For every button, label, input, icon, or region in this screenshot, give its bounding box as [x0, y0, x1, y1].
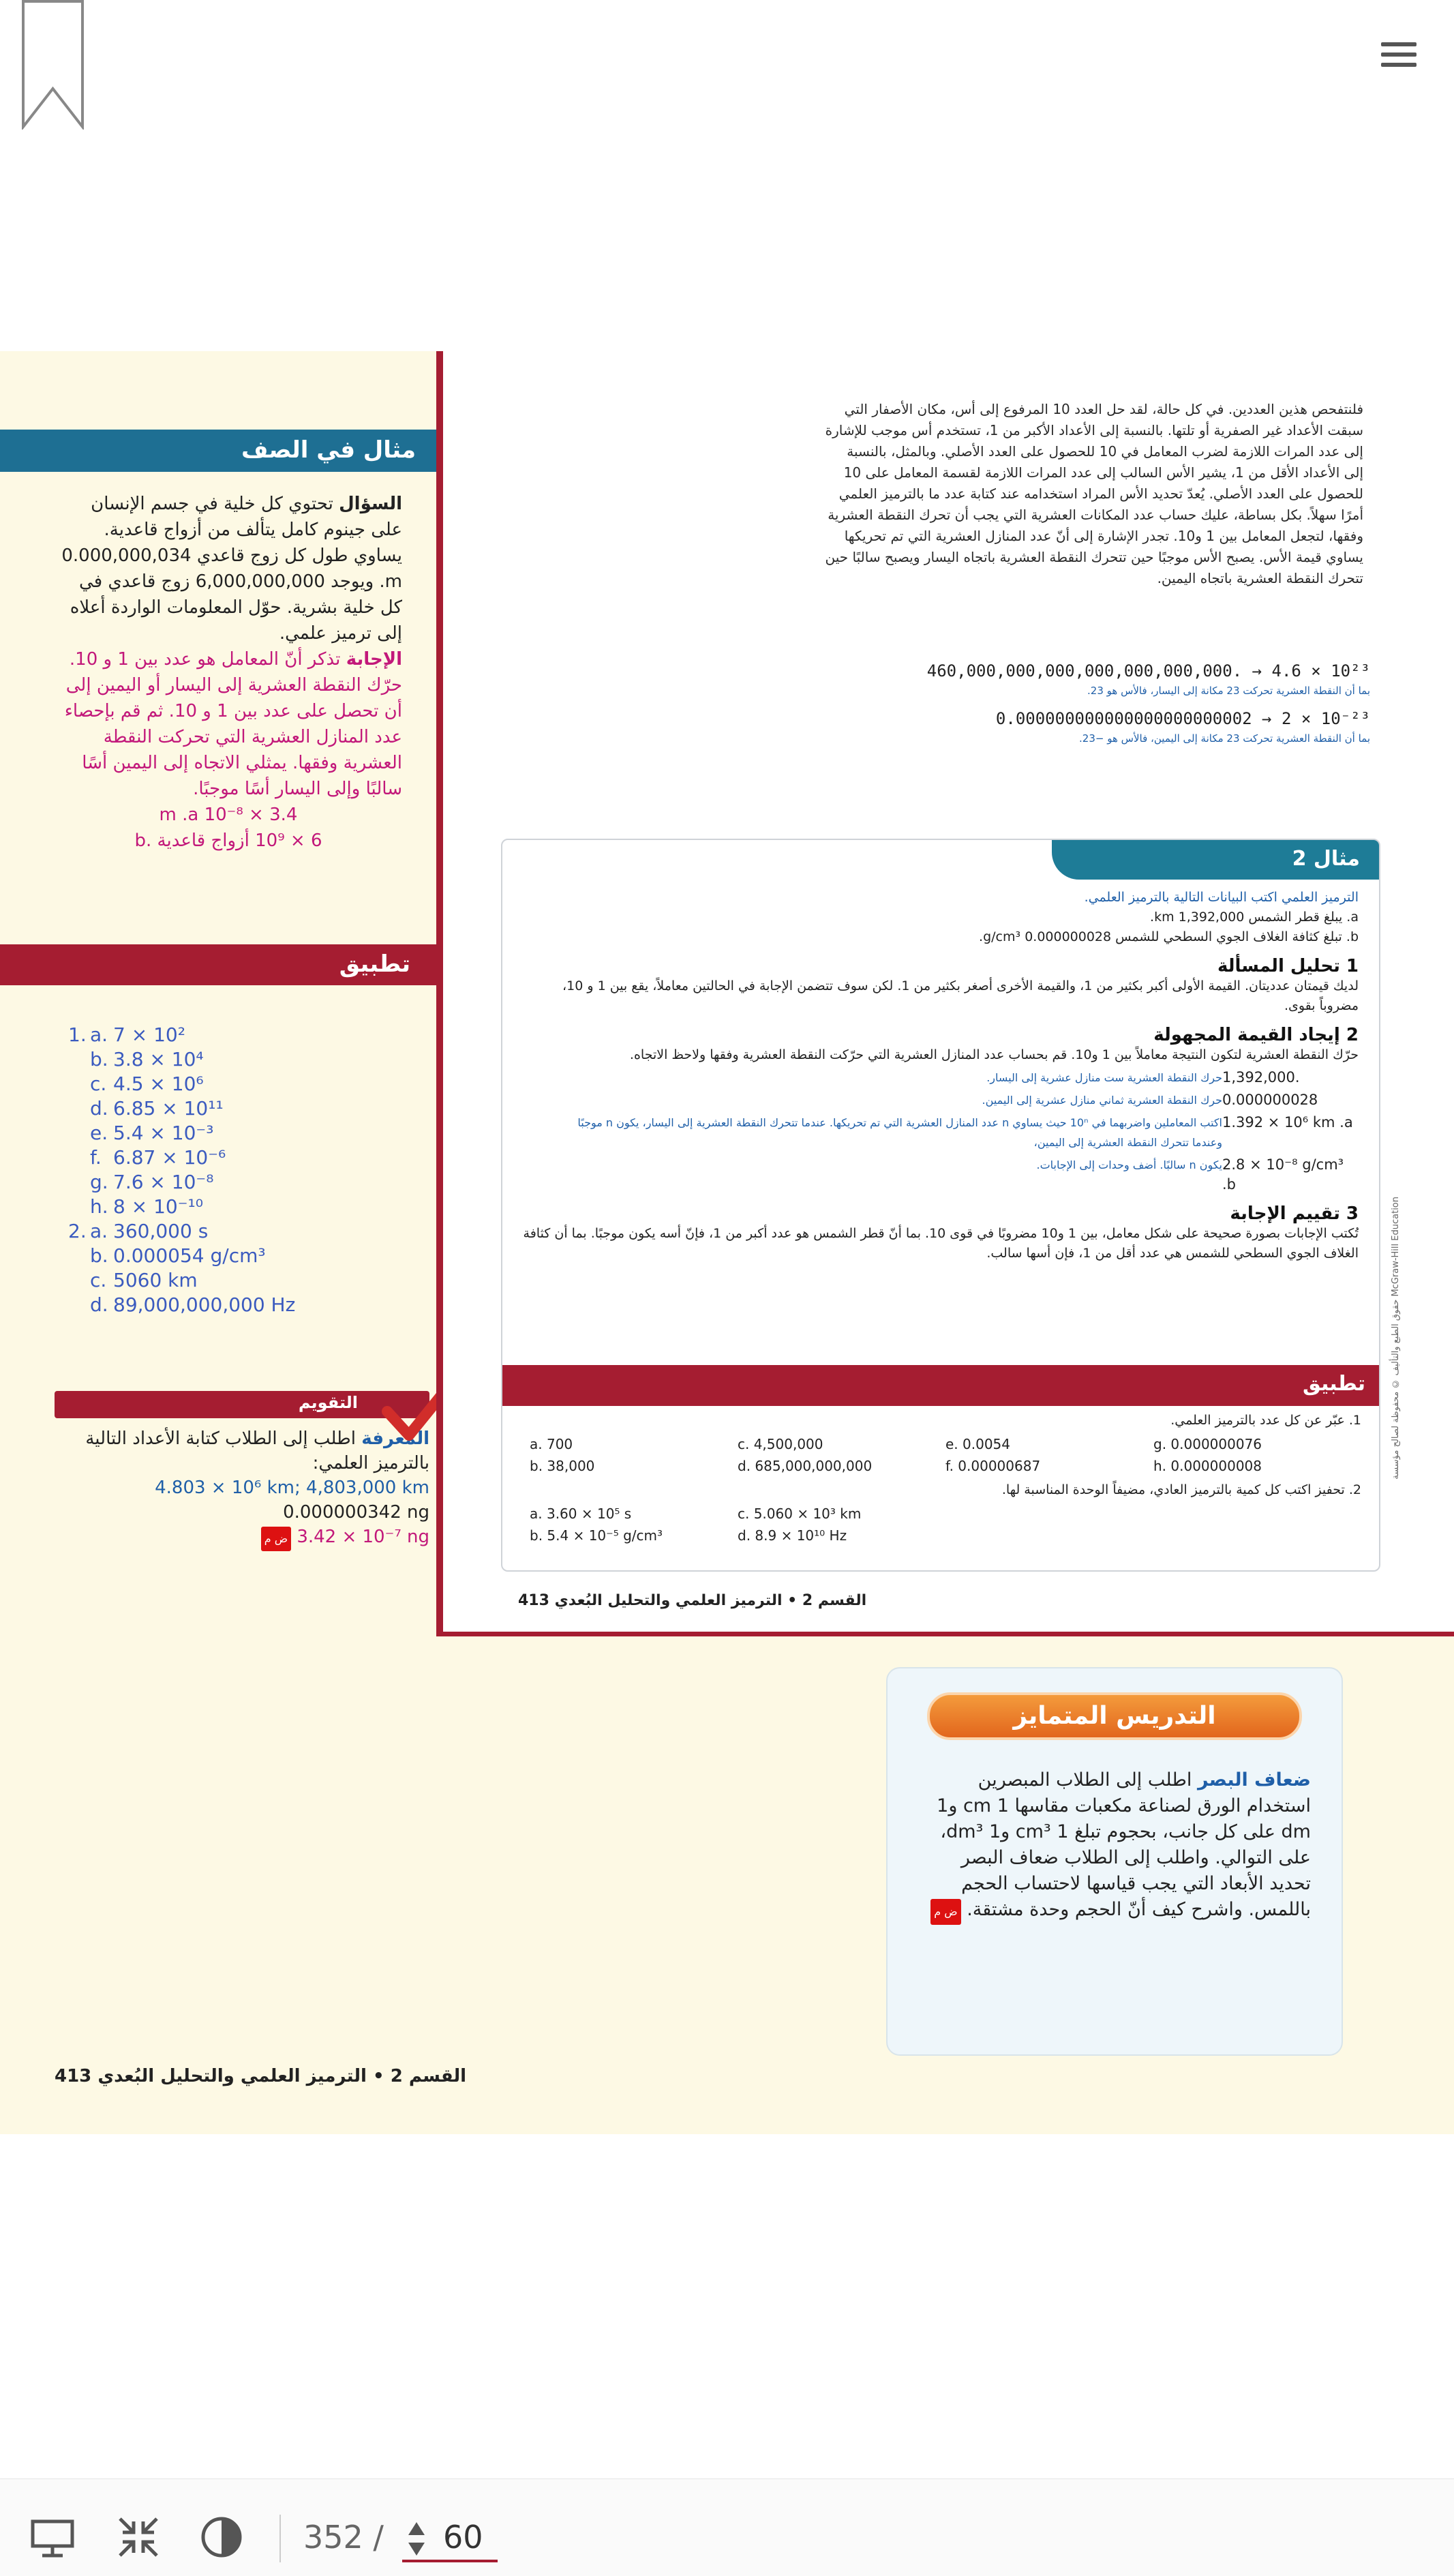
sci-note-1: بما أن النقطة العشرية تحركت 23 مكانة إلى اليسار، فالأس هو 23. [1087, 685, 1370, 697]
practice-bar: تطبيق [502, 1365, 1379, 1406]
practice-item: f. 0.00000687 [945, 1458, 1041, 1474]
answer-number [68, 1096, 90, 1121]
answer-row [68, 1096, 341, 1121]
calc-row [520, 1113, 1359, 1152]
practice-item: b. 5.4 × 10⁻⁵ g/cm³ [530, 1527, 663, 1544]
answer-number [68, 1244, 90, 1268]
practice-item: a. 700 [530, 1436, 573, 1452]
differentiated-text [918, 1767, 1311, 1925]
answer-value: 7.6 × 10⁻⁸ [113, 1171, 214, 1193]
example-2-tab: مثال 2 [1052, 840, 1379, 880]
book-page [0, 351, 1454, 2134]
answer-value: 7 × 10² [113, 1023, 185, 1046]
differentiated-title: التدريس المتمايز [927, 1692, 1302, 1740]
differentiated-body: اطلب إلى الطلاب المبصرين استخدام الورق لصناعة مكعبات مقاسها 1 cm و1 dm على كل جانب، بحجوم تبلغ 1 cm³ و1 dm³، على التوالي. واطلب إلى الطلاب ضعاف البصر تحديد الأبعاد التي يجب قياسها لاحتساب الحجم باللمس. واشرح كيف أنّ الحجم وحدة مشتقة. [937, 1769, 1311, 1920]
practice-item [945, 1503, 1153, 1525]
answer-number: 2. [68, 1220, 87, 1242]
answer-row [68, 1121, 341, 1145]
assessment-label: المعرفة [361, 1428, 429, 1449]
toolbar-separator [279, 2515, 281, 2562]
practice-item [1153, 1525, 1361, 1546]
calculation-steps [520, 1068, 1359, 1195]
answer-letter: a. [90, 1220, 108, 1242]
calc-value: 0.000000028 [1222, 1092, 1318, 1108]
step-2-heading: 2 إيجاد القيمة المجهولة [1153, 1025, 1359, 1045]
bookmark-icon[interactable] [20, 0, 85, 130]
answer-letter: h. [90, 1195, 108, 1218]
answer-value: 3.8 × 10⁴ [113, 1048, 204, 1070]
step-1-heading: 1 تحليل المسألة [1217, 956, 1359, 976]
answer-number [68, 1293, 90, 1317]
calc-note: اكتب المعاملين واضربهما في 10ⁿ حيث يساوي n عدد المنازل العشرية التي تم تحريكها. عندما تتحرك النقطة العشرية إلى اليسار، يكون n موجبًا وعندما تتحرك النقطة العشرية إلى اليمين، [577, 1116, 1222, 1149]
answer-value: 8 × 10⁻¹⁰ [113, 1195, 203, 1218]
differentiated-teaching-box [886, 1667, 1343, 2056]
practice-item: d. 685,000,000,000 [738, 1458, 873, 1474]
practice-body [530, 1413, 1361, 1552]
answer-letter: d. [90, 1097, 108, 1120]
assessment-line-1: 4.803 × 10⁶ km; 4,803,000 km [155, 1478, 429, 1498]
practice-item: h. 0.000000008 [1153, 1458, 1262, 1474]
practice-q1-grid [530, 1433, 1361, 1477]
assessment-text [55, 1426, 429, 1551]
practice-q2: 2. تحفيز اكتب كل كمية بالترميز العادي، مضيفاً الوحدة المناسبة لها. [1001, 1482, 1361, 1497]
apply-title: تطبيق [0, 944, 436, 985]
menu-icon[interactable] [1381, 42, 1417, 70]
practice-item: e. 0.0054 [945, 1436, 1010, 1452]
differentiated-label: ضعاف البصر [1197, 1769, 1311, 1791]
answer-letter: f. [90, 1146, 102, 1169]
question-label: السؤال [339, 494, 402, 514]
practice-item [945, 1525, 1153, 1546]
practice-q2-grid [530, 1503, 1361, 1546]
page-number-input[interactable] [402, 2515, 498, 2562]
answer-letter: a. [90, 1023, 108, 1046]
calc-row [520, 1090, 1359, 1110]
answer-number [68, 1047, 90, 1072]
answer-value: 6.87 × 10⁻⁶ [113, 1146, 226, 1169]
answer-value: 5.4 × 10⁻³ [113, 1122, 214, 1144]
scientific-notation-examples [838, 661, 1370, 757]
answer-row [68, 1244, 341, 1268]
answer-letter: b. [90, 1048, 108, 1070]
step-2-text: حرّك النقطة العشرية لتكون النتيجة معاملاً بين 1 و10. قم بحساب عدد المنازل العشرية التي حرّكت النقطة العشرية وفقها ولاحظ الاتجاه. [629, 1047, 1359, 1062]
practice-item: b. 38,000 [530, 1458, 595, 1474]
calc-value: 1.392 × 10⁶ km .a [1222, 1114, 1353, 1130]
assessment-title: التقويم [55, 1391, 429, 1418]
calc-row [520, 1068, 1359, 1088]
sci-example-1: 460,000,000,000,000,000,000,000. → 4.6 × 10²³ [926, 661, 1370, 680]
assessment-box [55, 1391, 429, 1551]
calc-note: حرك النقطة العشرية ست منازل عشرية إلى اليسار. [986, 1071, 1222, 1084]
answer-letter: c. [90, 1073, 107, 1095]
calc-value: 2.8 × 10⁻⁸ g/cm³ .b [1222, 1156, 1344, 1193]
side-credit: حقوق الطبع والتأليف © محفوظة لصالح مؤسسة McGraw-Hill Education [1391, 1197, 1401, 1480]
answer-text: تذكر أنّ المعامل هو عدد بين 1 و 10. حرّك النقطة العشرية إلى اليسار أو اليمين إلى أن تحصل على عدد بين 1 و 10. ثم قم بإحصاء عدد المنازل العشرية التي تحركت النقطة العشرية وفقها. يمثلي الاتجاه إلى اليمين أسًا سالبًا وإلى اليسار أسًا موجبًا. [64, 649, 402, 799]
practice-item: g. 0.000000076 [1153, 1436, 1262, 1452]
answer-value: 89,000,000,000 Hz [113, 1293, 296, 1316]
answer-row [68, 1047, 341, 1072]
intro-paragraph: فلنتفحص هذين العددين. في كل حالة، لقد حل العدد 10 المرفوع إلى أس، مكان الأصفار التي سبقت الأعداد غير الصفرية أو تلتها. بالنسبة إلى الأعداد الأكبر من 1، تستخدم أس موجب للإشارة إلى عدد المرات اللازمة لضرب المعامل في 10 للحصول على العدد الأصلي. وبالمثل، بالنسبة إلى الأعداد الأقل من 1، يشير الأس السالب إلى عدد المرات اللازمة لقسمة المعامل على 10 للحصول على العدد الأصلي. يُعدّ تحديد الأس المراد استخدامه عند كتابة عدد ما بالترميز العلمي أمرًا سهلاً. بكل بساطة، عليك حساب عدد المكانات العشرية التي يجب أن تحرك النقطة العشرية وفقها، لتجعل المعامل بين 1 و10. تجدر الإشارة إلى أنّ عدد المنازل العشرية التي تم تحريكها يساوي قيمة الأس. يصبح الأس موجبًا حين تتحرك النقطة العشرية باتجاه اليسار ويصبح سالبًا حين تتحرك النقطة العشرية باتجاه اليمين. [825, 401, 1363, 586]
present-icon[interactable] [29, 2513, 76, 2561]
answer-row [68, 1293, 341, 1317]
answer-number [68, 1121, 90, 1145]
answer-b: 6 × 10⁹ أزواج قاعدية .b [134, 830, 322, 851]
answer-number [68, 1170, 90, 1195]
practice-q1: 1. عبّر عن كل عدد بالترميز العلمي. [1170, 1413, 1361, 1428]
differentiated-tag: ض م [930, 1899, 960, 1925]
answer-letter: c. [90, 1269, 107, 1291]
contrast-icon[interactable] [198, 2513, 245, 2561]
answer-letter: e. [90, 1122, 108, 1144]
practice-item: c. 4,500,000 [738, 1436, 823, 1452]
viewer-toolbar [0, 2478, 1454, 2576]
assessment-line-3: 3.42 × 10⁻⁷ ng [297, 1527, 429, 1547]
calc-note: يكون n سالبًا. أضف وحدات إلى الإجابات. [1036, 1158, 1222, 1171]
answer-label: الإجابة [346, 649, 402, 670]
answer-row [68, 1268, 341, 1293]
sci-example-2: 0.000000000000000000000002 → 2 × 10⁻²³ [995, 709, 1370, 728]
answer-value: 360,000 s [113, 1220, 209, 1242]
answer-letter: d. [90, 1293, 108, 1316]
class-example-title: مثال في الصف [0, 430, 436, 472]
answer-number [68, 1072, 90, 1096]
practice-item: a. 3.60 × 10⁵ s [530, 1506, 632, 1522]
question-text: تحتوي كل خلية في جسم الإنسان على جينوم كامل يتألف من أزواج قاعدية. يساوي طول كل زوج قاعدي 0.000,000,034 m. ويوجد 6,000,000,000 زوج قاعدي في كل خلية بشرية. حوّل المعلومات الواردة أعلاه إلى ترميز علمي. [61, 494, 402, 644]
answer-number [68, 1195, 90, 1219]
answer-list [68, 1023, 341, 1317]
answer-number [68, 1145, 90, 1170]
answer-letter: g. [90, 1171, 108, 1193]
left-page-footer: القسم 2 • الترميز العلمي والتحليل البُعدي 413 [55, 2066, 467, 2086]
answer-row [68, 1023, 341, 1047]
answer-number: 1. [68, 1023, 87, 1046]
calc-row [520, 1155, 1359, 1195]
practice-item [1153, 1503, 1361, 1525]
practice-item: c. 5.060 × 10³ km [738, 1506, 862, 1522]
answer-row [68, 1072, 341, 1096]
answer-value: 4.5 × 10⁶ [113, 1073, 204, 1095]
example-2-card [501, 839, 1380, 1572]
step-3-text: تُكتب الإجابات بصورة صحيحة على شكل معامل، بين 1 و10 مضروبًا في قوى 10. بما أنّ قطر الشمس هو عدد أكبر من 1، فإنّ أسه يكون موجبًا. بما أن كثافة الغلاف الجوي السطحي للشمس هي عدد أقل من 1، فإن أسها سالب. [523, 1226, 1359, 1261]
assessment-line-2: 0.000000342 ng [283, 1502, 429, 1523]
answer-number [68, 1268, 90, 1293]
answer-letter: b. [90, 1244, 108, 1267]
calc-note: حرك النقطة العشرية ثماني منازل عشرية إلى اليمين. [982, 1094, 1222, 1107]
example-2-body [520, 888, 1359, 1263]
answer-row [68, 1170, 341, 1195]
answer-value: 5060 km [113, 1269, 198, 1291]
inner-page-footer: القسم 2 • الترميز العلمي والتحليل البُعدي 413 [518, 1592, 867, 1609]
step-3-heading: 3 تقييم الإجابة [1230, 1203, 1359, 1224]
step-1-text: لديك قيمتان عدديتان. القيمة الأولى أكبر بكثير من 1، والقيمة الأخرى أصغر بكثير من 1. لكن سوف تتضمن الإجابة في الحالتين معاملاً، يقع بين 1 و 10، مضروباً بقوى. [562, 978, 1359, 1013]
collapse-icon[interactable] [115, 2513, 162, 2561]
answer-row [68, 1145, 341, 1170]
answer-a: 3.4 × 10⁻⁸ m .a [159, 805, 298, 825]
answer-value: 0.000054 g/cm³ [113, 1244, 266, 1267]
example-prompt: الترميز العلمي اكتب البيانات التالية بالترميز العلمي. [1084, 890, 1359, 905]
answer-value: 6.85 × 10¹¹ [113, 1097, 224, 1120]
answer-row [68, 1219, 341, 1244]
example-item-b: b. تبلغ كثافة الغلاف الجوي السطحي للشمس 0.000000028 g/cm³. [979, 929, 1359, 944]
answer-row [68, 1195, 341, 1219]
calc-value: 1,392,000. [1222, 1069, 1300, 1085]
practice-item: d. 8.9 × 10¹⁰ Hz [738, 1527, 847, 1544]
page-total: 352 / [303, 2519, 384, 2556]
sci-note-2: بما أن النقطة العشرية تحركت 23 مكانة إلى اليمين، فالأس هو −23. [1079, 732, 1370, 745]
assessment-instructions: اطلب إلى الطلاب كتابة الأعداد التالية بالترميز العلمي: [85, 1428, 429, 1473]
class-example-body [55, 491, 402, 854]
example-item-a: a. يبلغ قطر الشمس 1,392,000 km. [1150, 910, 1359, 925]
assessment-tag: ض م [261, 1527, 291, 1551]
